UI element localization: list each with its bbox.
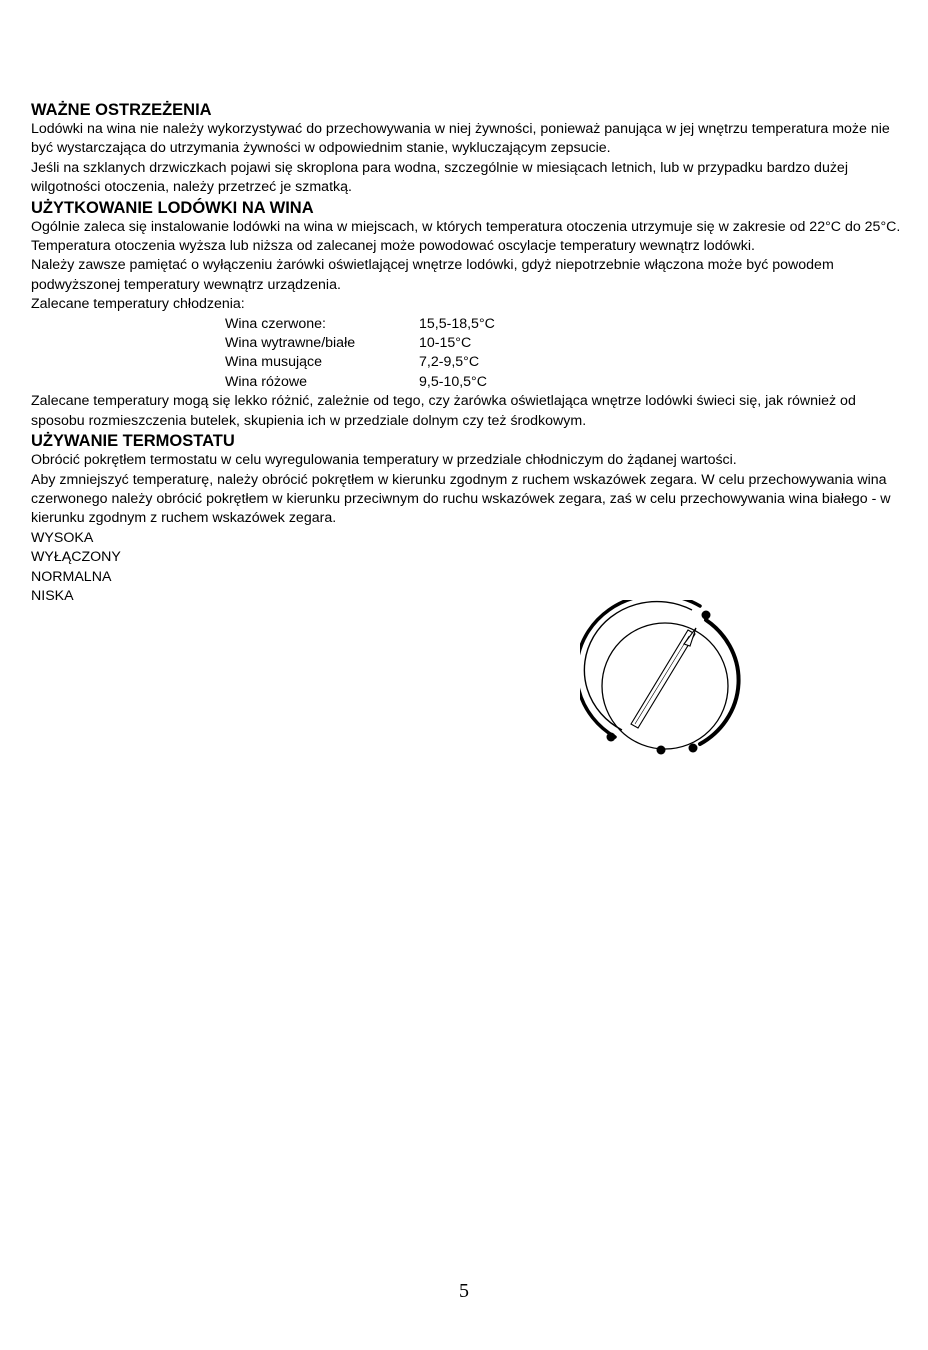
usage-paragraph-3: Zalecane temperatury chłodzenia: (31, 296, 245, 313)
usage-paragraph-2: Należy zawsze pamiętać o wyłączeniu żarówki oświetlającej wnętrze lodówki, gdyż niepotrzebnie włączona może być powodem podwyższonej temperatury wewnątrz urządzenia. (31, 257, 834, 293)
heading-warnings: WAŻNE OSTRZEŻENIA (31, 101, 212, 119)
heading-thermostat: UŻYWANIE TERMOSTATU (31, 432, 235, 451)
document-body (31, 100, 901, 606)
dial-dot (702, 611, 711, 620)
heading-usage: UŻYTKOWANIE LODÓWKI NA WINA (31, 198, 314, 217)
temperature-row (225, 334, 901, 353)
thermostat-paragraph-1: Obrócić pokrętłem termostatu w celu wyregulowania temperatury w przedziale chłodniczym do żądanej wartości. (31, 452, 737, 469)
page-number: 5 (459, 1280, 469, 1302)
wine-type: Wina czerwone: (225, 315, 326, 332)
dial-label-normal: NORMALNA (31, 568, 112, 585)
wine-type: Wina różowe (225, 373, 308, 390)
thermostat-paragraph-2: Aby zmniejszyć temperaturę, należy obrócić pokrętłem w kierunku zgodnym z ruchem wskazówek zegara. W celu przechowywania wina czerwonego należy obrócić pokrętłem w kierunku przeciwnym do ruchu wskazówek zegara, zaś w celu przechowywania wina białego - w kierunku zgodnym z ruchem wskazówek zegara. (31, 471, 891, 527)
dial-label-low: NISKA (31, 587, 74, 604)
temperature-row (225, 353, 901, 372)
temperature-value: 7,2-9,5°C (419, 354, 480, 371)
usage-paragraph-1: Ogólnie zaleca się instalowanie lodówki na wina w miejscach, w których temperatura otoczenia utrzymuje się w zakresie od 22°C do 25°C. Temperatura otoczenia wyższa lub niższa od zalecanej może powodować oscylacje temperatury wewnątrz lodówki. (31, 218, 901, 255)
warning-paragraph-2: Jeśli na szklanych drzwiczkach pojawi się skroplona para wodna, szczególnie w miesiącach letnich, lub w przypadku bardzo dużej wilgotności otoczenia, należy przetrzeć je szmatką. (31, 159, 848, 196)
dial-label-high: WYSOKA (31, 529, 94, 546)
usage-paragraph-4: Zalecane temperatury mogą się lekko różnić, zależnie od tego, czy żarówka oświetlająca wnętrze lodówki świeci się, jak również od sposobu rozmieszczenia butelek, skupienia ich w przedziale dolnym czy też środkowym. (31, 393, 856, 429)
temperature-row (225, 373, 901, 392)
temperature-value: 10-15°C (419, 335, 472, 352)
temperature-value: 15,5-18,5°C (419, 315, 495, 332)
warning-paragraph-1: Lodówki na wina nie należy wykorzystywać do przechowywania w niej żywności, ponieważ panująca w jej wnętrzu temperatura może nie być wystarczająca do utrzymania żywności w odpowiednim stanie, wykluczającym zepsucie. (31, 121, 890, 157)
dial-labels (31, 529, 901, 607)
wine-type: Wina wytrawne/białe (225, 335, 356, 352)
dial-label-off: WYŁĄCZONY (31, 549, 121, 566)
dial-dot (607, 733, 616, 742)
wine-type: Wina musujące (225, 354, 322, 371)
thermostat-dial-illustration (580, 600, 750, 770)
grip-line (635, 636, 689, 724)
dial-dot (689, 744, 698, 753)
temperature-value: 9,5-10,5°C (419, 373, 487, 390)
dial-dot (657, 746, 666, 755)
temperature-row (225, 315, 901, 334)
temperature-table (225, 315, 901, 393)
